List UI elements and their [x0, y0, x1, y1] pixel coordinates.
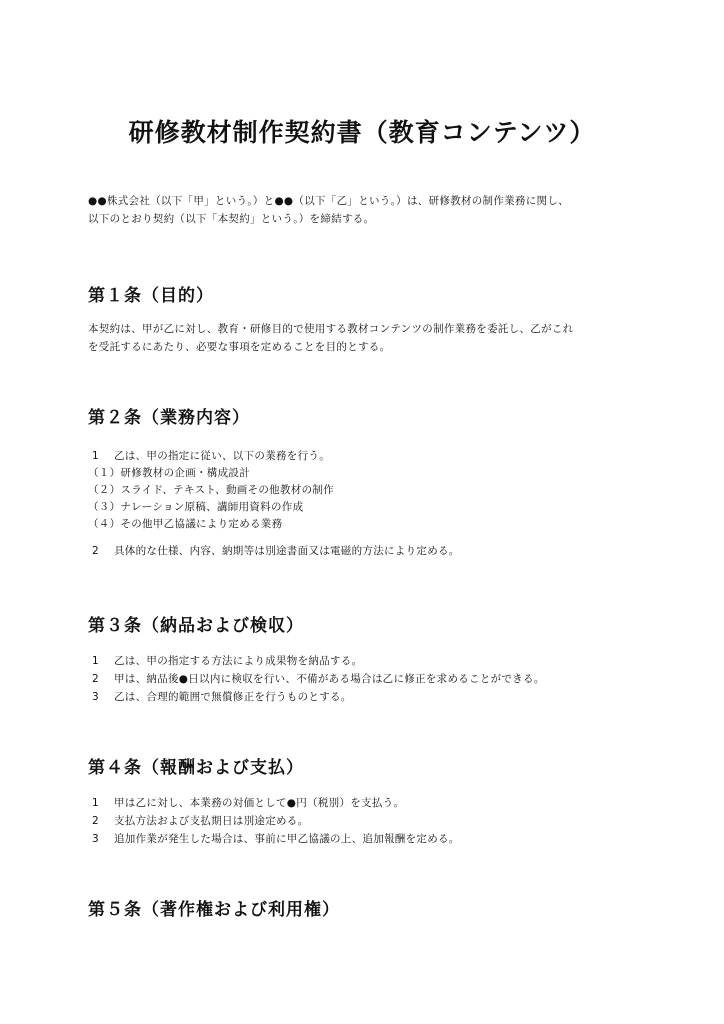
article-2-heading: 第２条（業務内容）	[88, 408, 250, 428]
item-text: 乙は、甲の指定する方法により成果物を納品する。	[114, 655, 363, 667]
article-2-body	[88, 448, 648, 533]
item-text: 支払方法および支払期日は別途定める。	[114, 815, 309, 827]
item-number: 2	[92, 673, 99, 685]
article-2-subitem: （１）研修教材の企画・構成設計	[88, 467, 250, 479]
item-text: 具体的な仕様、内容、納期等は別途書面又は電磁的方法により定める。	[114, 545, 460, 557]
article-2-item-1	[88, 448, 648, 465]
article-2-subitem: （２）スライド、テキスト、動画その他教材の制作	[88, 484, 334, 496]
article-3-body	[88, 652, 648, 706]
article-4-item	[88, 812, 648, 830]
article-1-body	[88, 320, 648, 356]
article-2-item-2	[88, 542, 648, 560]
article-3-heading: 第３条（納品および検収）	[88, 616, 304, 636]
article-1-heading: 第１条（目的）	[88, 286, 214, 306]
item-text: 甲は、納品後●日以内に検収を行い、不備がある場合は乙に修正を求めることができる。	[114, 673, 545, 685]
item-number: 1	[92, 797, 99, 809]
item-number: 1	[92, 655, 99, 667]
article-3-item	[88, 670, 648, 688]
item-text: 甲は乙に対し、本業務の対価として●円（税別）を支払う。	[114, 797, 405, 809]
item-number: 3	[92, 833, 99, 845]
article-3-item	[88, 688, 648, 706]
preamble-line: ●●株式会社（以下「甲」という。）と●●（以下「乙」という。）は、研修教材の制作業務に関し、	[88, 195, 569, 207]
article-3-item	[88, 652, 648, 670]
item-number: 2	[92, 545, 99, 557]
preamble	[88, 192, 648, 228]
article-4-heading: 第４条（報酬および支払）	[88, 758, 304, 778]
item-text: 追加作業が発生した場合は、事前に甲乙協議の上、追加報酬を定める。	[114, 833, 460, 845]
article-4-item	[88, 830, 648, 848]
item-number: 2	[92, 815, 99, 827]
article-4-item	[88, 794, 648, 812]
item-number: 1	[92, 450, 99, 462]
item-text: 乙は、甲の指定に従い、以下の業務を行う。	[114, 450, 330, 462]
article-1-line: 本契約は、甲が乙に対し、教育・研修目的で使用する教材コンテンツの制作業務を委託し、乙がこれ	[88, 323, 574, 335]
article-2-subitem: （４）その他甲乙協議により定める業務	[88, 518, 283, 530]
article-5-heading: 第５条（著作権および利用権）	[88, 900, 340, 920]
item-number: 3	[92, 691, 99, 703]
article-4-body	[88, 794, 648, 848]
article-1-line: を受託するにあたり、必要な事項を定めることを目的とする。	[88, 341, 391, 353]
preamble-line: 以下のとおり契約（以下「本契約」という。）を締結する。	[88, 213, 375, 225]
document-title: 研修教材制作契約書（教育コンテンツ）	[128, 118, 596, 147]
article-2-subitem: （３）ナレーション原稿、講師用資料の作成	[88, 501, 304, 513]
item-text: 乙は、合理的範囲で無償修正を行うものとする。	[114, 691, 352, 703]
